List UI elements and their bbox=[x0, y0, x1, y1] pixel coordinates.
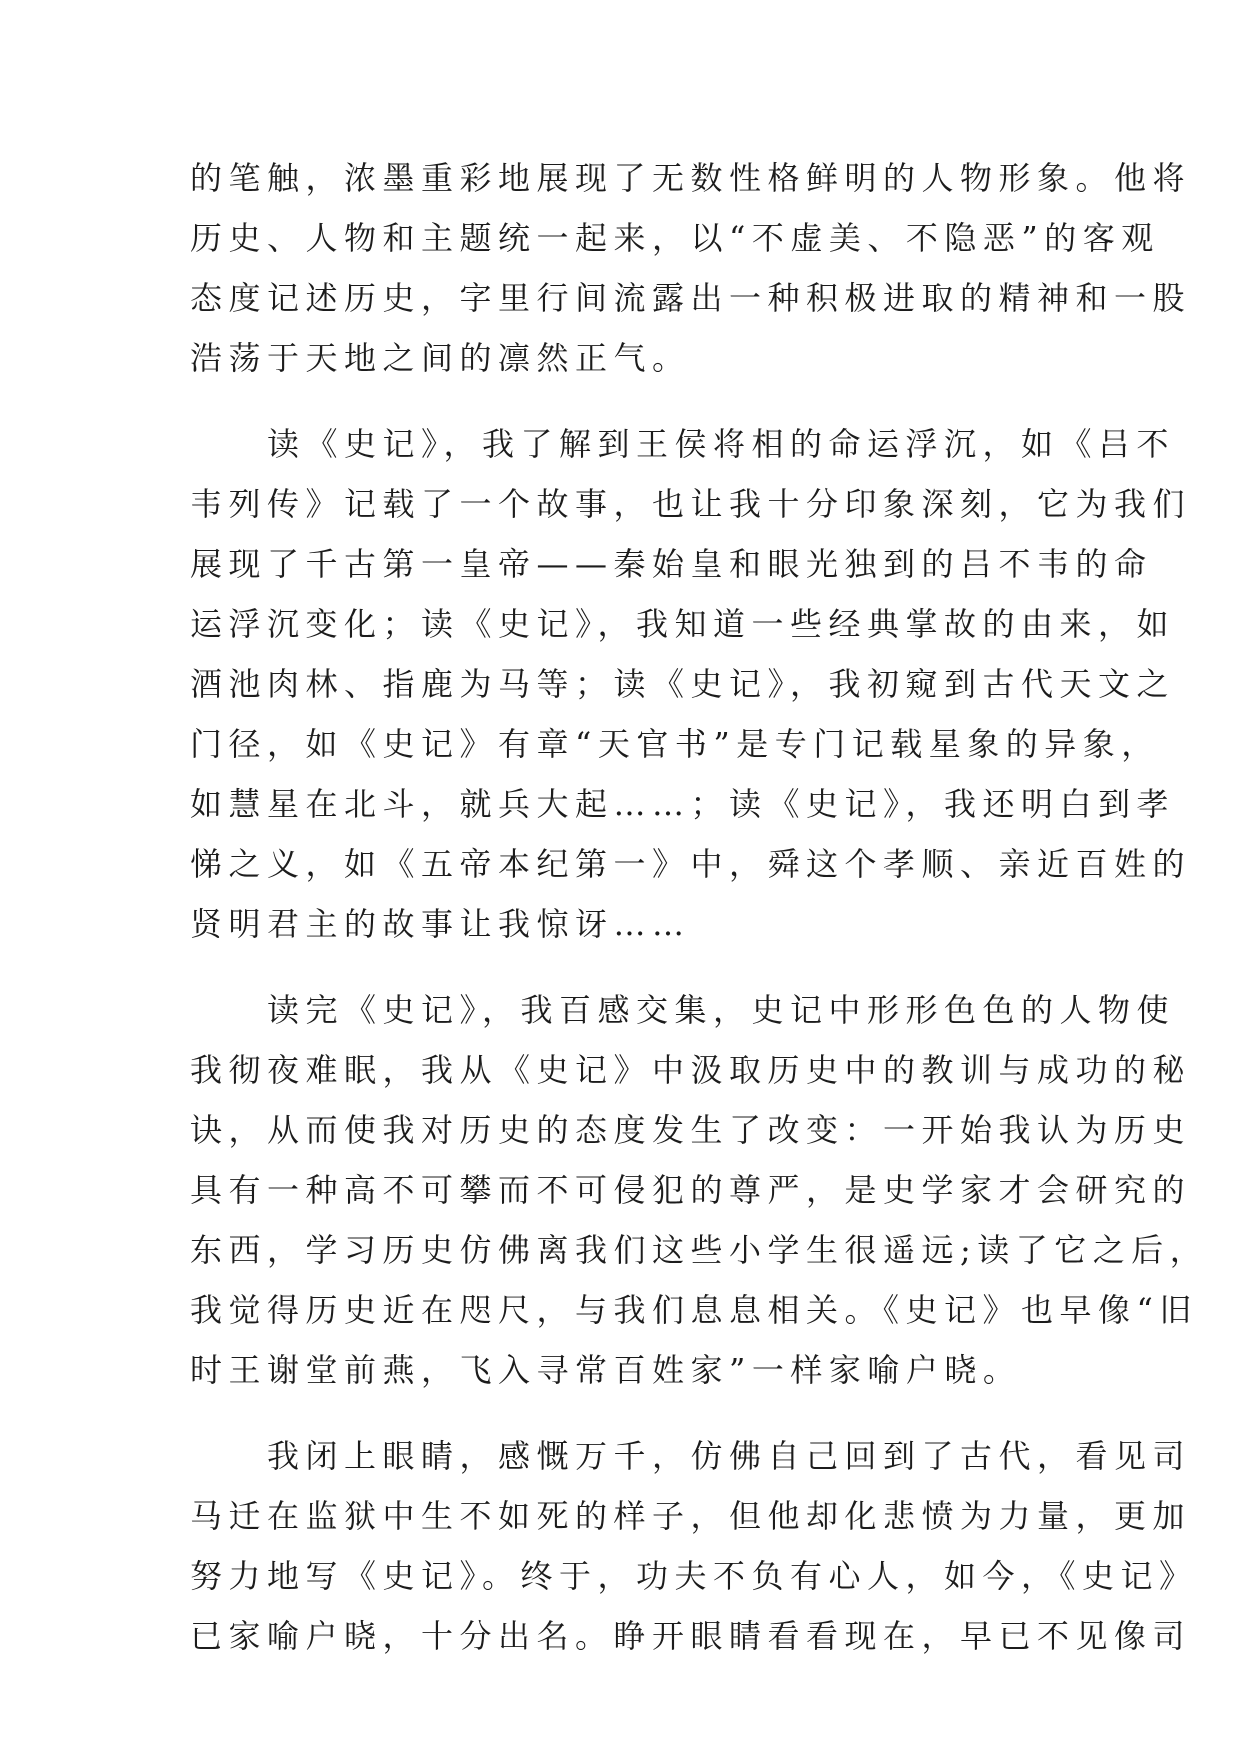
text-line: 已家喻户晓，十分出名。睁开眼睛看看现在，早已不见像司 bbox=[190, 1617, 1192, 1655]
paragraph-gap bbox=[190, 1400, 1070, 1426]
text-line: 酒池肉林、指鹿为马等；读《史记》，我初窥到古代天文之 bbox=[190, 665, 1176, 703]
text-line: 我觉得历史近在咫尺，与我们息息相关。《史记》也早像“旧 bbox=[190, 1291, 1198, 1329]
text-line: 东西，学习历史仿佛离我们这些小学生很遥远;读了它之后， bbox=[190, 1231, 1209, 1269]
text-line: 读《史记》，我了解到王侯将相的命运浮沉，如《吕不 bbox=[190, 425, 1176, 463]
text-line: 贤明君主的故事让我惊讶…… bbox=[190, 905, 691, 943]
text-line: 我彻夜难眠，我从《史记》中汲取历史中的教训与成功的秘 bbox=[190, 1051, 1192, 1089]
text-line: 如慧星在北斗，就兵大起……；读《史记》，我还明白到孝 bbox=[190, 785, 1176, 823]
text-line: 努力地写《史记》。终于，功夫不负有心人，如今，《史记》 bbox=[190, 1557, 1198, 1595]
text-line: 展现了千古第一皇帝——秦始皇和眼光独到的吕不韦的命 bbox=[190, 545, 1153, 583]
paragraph-gap bbox=[190, 388, 1070, 414]
text-line: 诀，从而使我对历史的态度发生了改变：一开始我认为历史 bbox=[190, 1111, 1192, 1149]
paragraph bbox=[190, 414, 1192, 954]
text-line: 的笔触，浓墨重彩地展现了无数性格鲜明的人物形象。他将 bbox=[190, 159, 1192, 197]
text-line: 浩荡于天地之间的凛然正气。 bbox=[190, 339, 691, 377]
text-line: 时王谢堂前燕，飞入寻常百姓家”一样家喻户晓。 bbox=[190, 1351, 1022, 1389]
paragraph-gap bbox=[190, 954, 1070, 980]
text-line: 我闭上眼睛，感慨万千，仿佛自己回到了古代，看见司 bbox=[190, 1437, 1192, 1475]
text-line: 运浮沉变化；读《史记》，我知道一些经典掌故的由来，如 bbox=[190, 605, 1176, 643]
text-line: 门径，如《史记》有章“天官书”是专门记载星象的异象， bbox=[190, 725, 1160, 763]
text-line: 态度记述历史，字里行间流露出一种积极进取的精神和一股 bbox=[190, 279, 1192, 317]
paragraph bbox=[190, 1426, 1198, 1666]
text-line: 历史、人物和主题统一起来，以“不虚美、不隐恶”的客观 bbox=[190, 219, 1160, 257]
paragraph bbox=[190, 148, 1192, 388]
body-text bbox=[190, 148, 1209, 1666]
paragraph bbox=[190, 980, 1209, 1400]
text-line: 马迁在监狱中生不如死的样子，但他却化悲愤为力量，更加 bbox=[190, 1497, 1192, 1535]
text-line: 悌之义，如《五帝本纪第一》中，舜这个孝顺、亲近百姓的 bbox=[190, 845, 1192, 883]
text-line: 韦列传》记载了一个故事，也让我十分印象深刻，它为我们 bbox=[190, 485, 1192, 523]
text-line: 读完《史记》，我百感交集，史记中形形色色的人物使 bbox=[190, 991, 1176, 1029]
text-line: 具有一种高不可攀而不可侵犯的尊严，是史学家才会研究的 bbox=[190, 1171, 1192, 1209]
